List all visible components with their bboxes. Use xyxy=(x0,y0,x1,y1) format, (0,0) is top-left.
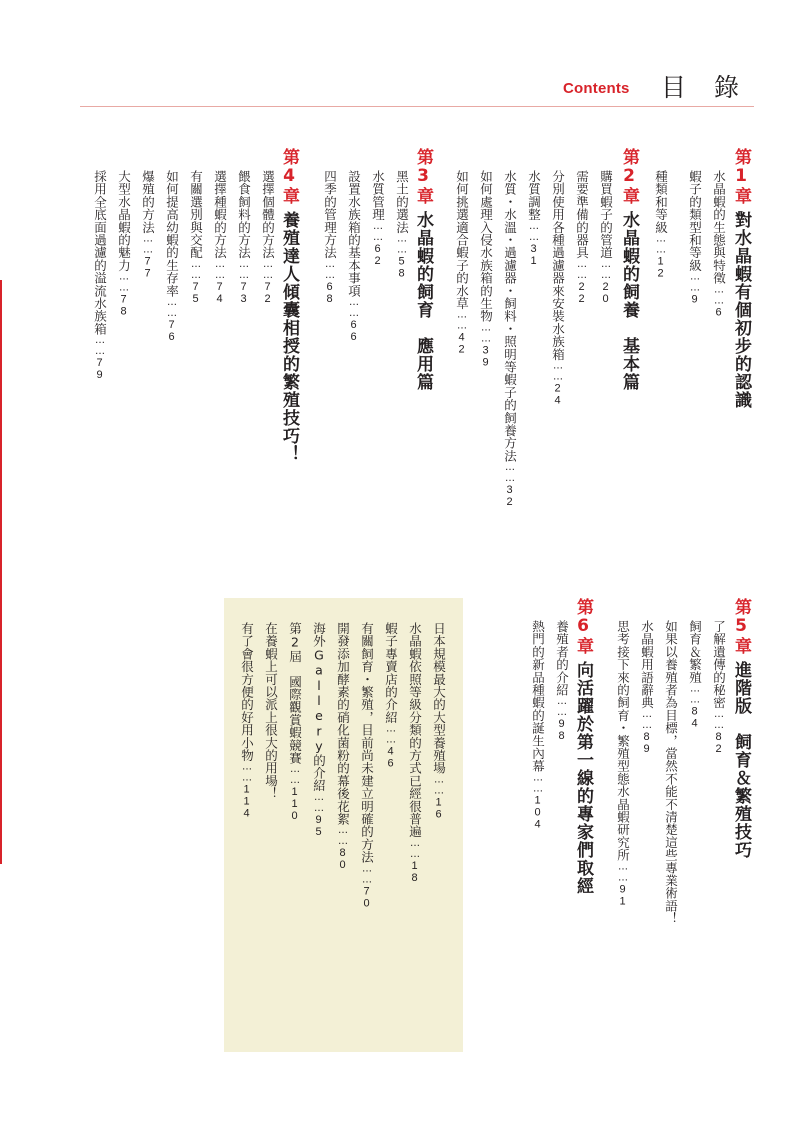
chapter-entry xyxy=(688,170,701,306)
chapter-entry xyxy=(165,170,178,343)
page-number: 82 xyxy=(712,730,725,755)
leader-dots: …… xyxy=(313,791,325,814)
leader-dots: …… xyxy=(190,258,202,281)
page-number: 78 xyxy=(117,293,130,318)
entry-title: 選擇個體的方法 xyxy=(260,170,276,259)
page-number: 62 xyxy=(371,242,384,267)
page-edge-mark xyxy=(0,280,2,864)
sidebar-entry xyxy=(384,622,397,770)
chapter-entry xyxy=(664,620,677,925)
page-number: 104 xyxy=(531,794,544,831)
leader-dots: …… xyxy=(689,683,701,706)
entry-title: 需要準備的器具 xyxy=(574,170,590,259)
sidebar-entry xyxy=(312,622,325,838)
leader-dots: …… xyxy=(409,837,421,860)
chapter-label: 第6章 xyxy=(573,598,593,655)
leader-dots: …… xyxy=(713,284,725,307)
leader-dots: …… xyxy=(600,258,612,281)
chapter-title: 養殖達人傾囊相授的繁殖技巧！ xyxy=(279,211,299,463)
leader-dots: …… xyxy=(396,233,408,256)
leader-dots: …… xyxy=(528,220,540,243)
page-number: 58 xyxy=(395,255,408,280)
entry-title: 水晶蝦用語辭典 xyxy=(639,620,655,709)
page-number: 98 xyxy=(555,718,568,743)
leader-dots: …… xyxy=(337,825,349,848)
leader-dots: …… xyxy=(385,723,397,746)
page-title: 目錄 xyxy=(661,73,768,102)
chapter-entry xyxy=(261,170,274,305)
leader-dots: …… xyxy=(552,360,564,383)
page-number: 20 xyxy=(599,280,612,305)
chapter-entry xyxy=(455,170,468,356)
chapter-title: 進階版 飼育＆繁殖技巧 xyxy=(731,661,751,859)
leader-dots: …… xyxy=(94,335,106,358)
entry-title: 如何提高幼蝦的生存率 xyxy=(164,170,180,297)
leader-dots: …… xyxy=(713,708,725,731)
sidebar-entry xyxy=(288,622,301,822)
chapter-title: 水晶蝦的飼育 應用篇 xyxy=(413,211,433,391)
chapter-entry xyxy=(141,170,154,280)
chapter-entry xyxy=(189,170,202,305)
page-number: 12 xyxy=(654,255,667,280)
leader-dots: …… xyxy=(262,258,274,281)
entry-title: 水晶蝦依照等級分類的方式已經很普遍 xyxy=(407,622,423,838)
header-divider xyxy=(80,106,754,107)
entry-title: 水質管理 xyxy=(370,170,386,221)
chapter-entry xyxy=(555,620,568,742)
chapter-entry xyxy=(395,170,408,280)
leader-dots: …… xyxy=(372,220,384,243)
chapter-entry xyxy=(712,170,725,318)
page-number: 89 xyxy=(640,730,653,755)
entry-title: 餵食飼料的方法 xyxy=(236,170,252,259)
page-number: 72 xyxy=(261,280,274,305)
chapter-heading xyxy=(414,148,431,391)
chapter-title: 對水晶蝦有個初步的認識 xyxy=(731,211,751,409)
page-number: 42 xyxy=(455,331,468,356)
chapter-entry xyxy=(575,170,588,305)
chapter-entry xyxy=(712,620,725,755)
leader-dots: …… xyxy=(361,863,373,886)
leader-dots: …… xyxy=(433,774,445,797)
chapter-entry xyxy=(117,170,130,318)
leader-dots: …… xyxy=(655,233,667,256)
sidebar-entry xyxy=(432,622,445,820)
page-number: 31 xyxy=(527,242,540,267)
sidebar-entry xyxy=(240,622,253,820)
page-number: 91 xyxy=(616,883,629,908)
chapter-heading xyxy=(280,148,297,463)
leader-dots: …… xyxy=(289,764,301,787)
chapter-entry xyxy=(640,620,653,755)
entry-title: 思考接下來的飼育・繁殖型態水晶蝦研究所 xyxy=(615,620,631,862)
leader-dots: …… xyxy=(118,271,130,294)
sidebar-entry xyxy=(264,622,277,800)
leader-dots: …… xyxy=(504,462,516,485)
page-number: 84 xyxy=(688,705,701,730)
sidebar-entry xyxy=(360,622,373,909)
chapter-entry xyxy=(479,170,492,368)
entry-title: 在養蝦上可以派上很大的用場！ xyxy=(263,622,279,800)
entry-title: 如何處理入侵水族箱的生物 xyxy=(478,170,494,323)
page-number: 76 xyxy=(165,319,178,343)
entry-title: 第2屆 國際觀賞蝦競賽 xyxy=(287,622,303,765)
chapter-entry xyxy=(616,620,629,907)
page-number: 32 xyxy=(503,484,516,509)
page-number: 70 xyxy=(360,885,373,910)
chapter-title: 水晶蝦的飼養 基本篇 xyxy=(619,211,639,391)
page-number: 46 xyxy=(384,745,397,770)
chapter-entry xyxy=(371,170,384,267)
sidebar-entry xyxy=(336,622,349,871)
entry-title: 水晶蝦的生態與特徵 xyxy=(711,170,727,285)
chapter-entry xyxy=(654,170,667,280)
chapter-heading xyxy=(732,148,749,409)
page-number: 74 xyxy=(213,280,226,305)
entry-title: 開發添加酵素的硝化菌粉的幕後花絮 xyxy=(335,622,351,826)
chapter-entry xyxy=(527,170,540,267)
leader-dots: …… xyxy=(142,233,154,256)
entry-title: 爆殖的方法 xyxy=(140,170,156,234)
entry-title: 水質・水溫・過濾器・飼料・照明等蝦子的飼養方法 xyxy=(502,170,518,463)
leader-dots: …… xyxy=(324,258,336,281)
chapter-entry xyxy=(551,170,564,407)
page-number: 18 xyxy=(408,859,421,884)
entry-title: 大型水晶蝦的魅力 xyxy=(116,170,132,272)
leader-dots: …… xyxy=(480,322,492,345)
chapter-entry xyxy=(213,170,226,305)
chapter-label: 第5章 xyxy=(731,598,751,655)
entry-title: 蝦子專賣店的介紹 xyxy=(383,622,399,724)
entry-title: 蝦子的類型和等級 xyxy=(687,170,703,272)
chapter-title: 向活躍於第一線的專家們取經 xyxy=(573,661,593,895)
leader-dots: …… xyxy=(456,309,468,332)
entry-title: 採用全底面過濾的溢流水族箱 xyxy=(92,170,108,336)
page-number: 16 xyxy=(432,796,445,821)
leader-dots: …… xyxy=(556,696,568,719)
leader-dots: …… xyxy=(641,708,653,731)
entry-title: 選擇種蝦的方法 xyxy=(212,170,228,259)
entry-title: 分別使用各種過濾器來安裝水族箱 xyxy=(550,170,566,361)
leader-dots: …… xyxy=(348,297,360,319)
entry-title: 熱門的新品種蝦的誕生內幕 xyxy=(530,620,546,773)
page-number: 39 xyxy=(479,344,492,369)
leader-dots: …… xyxy=(576,258,588,281)
chapter-entry xyxy=(347,170,360,343)
chapter-heading xyxy=(620,148,637,391)
page-number: 110 xyxy=(288,786,301,823)
page-number: 95 xyxy=(312,813,325,838)
entry-title: 如果以養殖者為目標，當然不能不清楚這些專業術語！ xyxy=(663,620,679,925)
leader-dots: …… xyxy=(617,861,629,884)
leader-dots: …… xyxy=(532,772,544,795)
page-number: 66 xyxy=(347,319,360,343)
chapter-entry xyxy=(237,170,250,305)
leader-dots: …… xyxy=(689,271,701,294)
entry-title: 日本規模最大的大型養殖場 xyxy=(431,622,447,775)
entry-title: 水質調整 xyxy=(526,170,542,221)
contents-label: Contents xyxy=(563,80,630,97)
page-number: 22 xyxy=(575,280,588,305)
chapter-entry xyxy=(503,170,516,508)
page-number: 73 xyxy=(237,280,250,305)
chapter-entry xyxy=(93,170,106,381)
chapter-label: 第2章 xyxy=(619,148,639,205)
leader-dots: …… xyxy=(241,761,253,784)
entry-title: 養殖者的介紹 xyxy=(554,620,570,697)
chapter-entry xyxy=(323,170,336,305)
chapter-label: 第4章 xyxy=(279,148,299,205)
entry-title: 四季的管理方法 xyxy=(322,170,338,259)
page-number: 79 xyxy=(93,357,106,382)
entry-title: 黑土的選法 xyxy=(394,170,410,234)
page-number: 75 xyxy=(189,280,202,305)
entry-title: 設置水族箱的基本事項 xyxy=(346,170,362,297)
page-number: 80 xyxy=(336,847,349,872)
entry-title: 海外Gallery的介紹 xyxy=(311,622,327,792)
entry-title: 購買蝦子的管道 xyxy=(598,170,614,259)
chapter-label: 第3章 xyxy=(413,148,433,205)
chapter-heading xyxy=(732,598,749,859)
chapter-entry xyxy=(531,620,544,830)
entry-title: 種類和等級 xyxy=(653,170,669,234)
entry-title: 有關選別與交配 xyxy=(188,170,204,259)
page-number: 68 xyxy=(323,280,336,305)
page-number: 114 xyxy=(240,783,253,820)
chapter-entry xyxy=(599,170,612,305)
entry-title: 如何挑選適合蝦子的水草 xyxy=(454,170,470,310)
page-number: 24 xyxy=(551,382,564,407)
leader-dots: …… xyxy=(166,297,178,319)
page-number: 9 xyxy=(688,293,701,306)
chapter-entry xyxy=(688,620,701,730)
leader-dots: …… xyxy=(214,258,226,281)
leader-dots: …… xyxy=(238,258,250,281)
page-number: 77 xyxy=(141,255,154,280)
entry-title: 有了會很方便的好用小物 xyxy=(239,622,255,762)
entry-title: 飼育＆繁殖 xyxy=(687,620,703,684)
sidebar-entry xyxy=(408,622,421,884)
entry-title: 了解遺傳的秘密 xyxy=(711,620,727,709)
chapter-label: 第1章 xyxy=(731,148,751,205)
page-number: 6 xyxy=(712,306,725,319)
entry-title: 有關飼育・繁殖，目前尚未建立明確的方法 xyxy=(359,622,375,864)
chapter-heading xyxy=(574,598,591,895)
